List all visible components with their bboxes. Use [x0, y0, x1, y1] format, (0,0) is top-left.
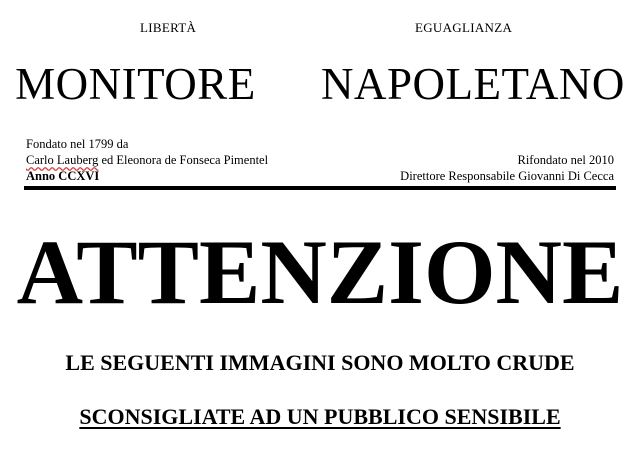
founders-line	[26, 152, 268, 168]
refounded-line: Rifondato nel 2010	[517, 153, 614, 167]
founder-name-spellcheck: Carlo Lauberg	[26, 153, 99, 167]
newspaper-masthead: MONITORE NAPOLETANO	[15, 59, 625, 109]
founding-info	[26, 136, 268, 184]
refounding-info	[400, 152, 614, 184]
founders-rest: ed Eleonora de Fonseca Pimentel	[98, 153, 269, 167]
warning-text: LE SEGUENTI IMMAGINI SONO MOLTO CRUDE	[65, 350, 575, 375]
header-divider	[24, 186, 616, 190]
director-line: Direttore Responsabile Giovanni Di Cecca	[400, 169, 614, 183]
warning-subtext: SCONSIGLIATE AD UN PUBBLICO SENSIBILE	[79, 404, 561, 429]
motto-eguaglianza: EGUAGLIANZA	[415, 20, 513, 35]
motto-liberta: LIBERTÀ	[140, 20, 197, 35]
attention-headline: ATTENZIONE	[16, 221, 624, 323]
founding-line: Fondato nel 1799 da	[26, 137, 129, 151]
year-line: Anno CCXVI	[26, 169, 100, 183]
